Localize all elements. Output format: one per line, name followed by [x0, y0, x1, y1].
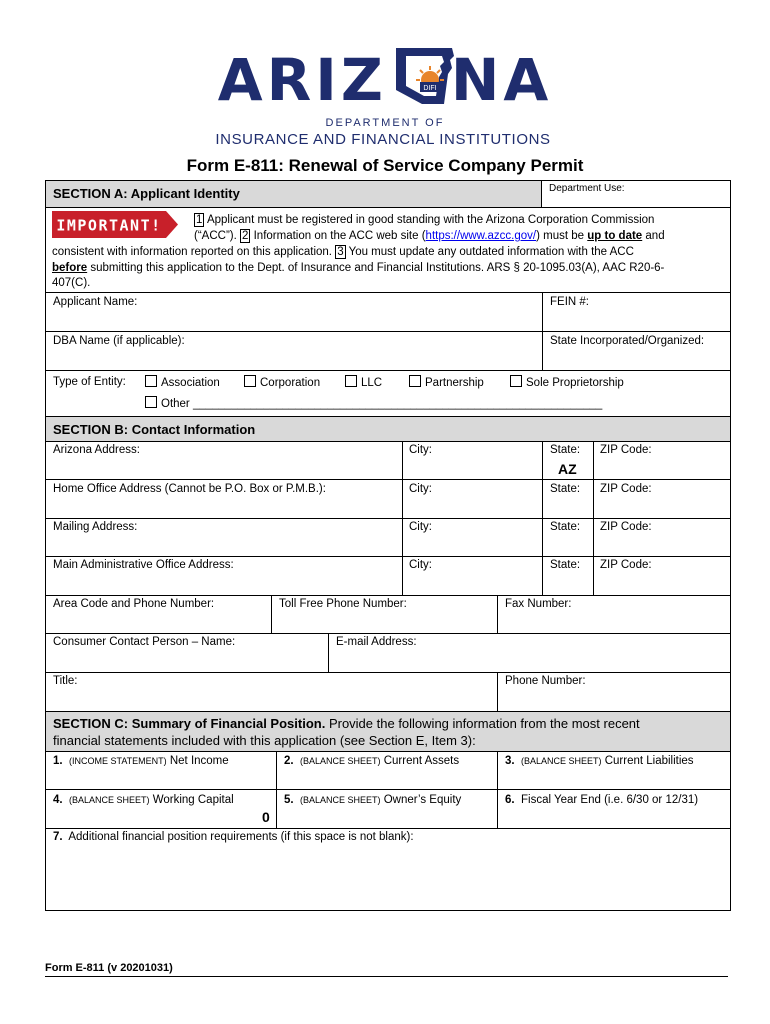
department-line-1: DEPARTMENT OF	[325, 117, 445, 129]
working-capital-value: 0	[262, 809, 270, 825]
entity-corporation-checkbox[interactable]: Corporation	[244, 375, 320, 389]
working-capital-field[interactable]: 4. (BALANCE SHEET) Working Capital	[53, 794, 234, 806]
main-admin-zip-field[interactable]: ZIP Code:	[600, 559, 652, 571]
important-line-1: 1 Applicant must be registered in good standing with the Arizona Corporation Commission	[196, 214, 655, 226]
footer-divider	[45, 976, 728, 977]
toll-free-number-field[interactable]: Toll Free Phone Number:	[279, 598, 407, 610]
net-income-field[interactable]: 1. (INCOME STATEMENT) Net Income	[53, 755, 229, 767]
state-incorporated-field[interactable]: State Incorporated/Organized:	[550, 335, 705, 347]
arizona-state-icon	[392, 44, 460, 108]
title-field[interactable]: Title:	[53, 675, 78, 687]
arizona-address-field[interactable]: Arizona Address:	[53, 444, 140, 456]
home-office-state-field[interactable]: State:	[550, 483, 581, 495]
home-office-address-field[interactable]: Home Office Address (Cannot be P.O. Box or P.M.B.):	[53, 483, 326, 495]
additional-requirements-field[interactable]: 7. Additional financial position requirements (if this space is not blank):	[53, 831, 414, 843]
phone-number-field[interactable]: Area Code and Phone Number:	[53, 598, 215, 610]
section-a-title: SECTION A: Applicant Identity	[53, 186, 240, 201]
home-office-city-field[interactable]: City:	[409, 483, 432, 495]
main-admin-state-field[interactable]: State:	[550, 559, 581, 571]
current-assets-field[interactable]: 2. (BALANCE SHEET) Current Assets	[284, 755, 460, 767]
logo-left: ARIZ	[217, 46, 387, 114]
fax-number-field[interactable]: Fax Number:	[505, 598, 572, 610]
email-address-field[interactable]: E-mail Address:	[336, 636, 417, 648]
mailing-state-field[interactable]: State:	[550, 521, 581, 533]
entity-association-checkbox[interactable]: Association	[145, 375, 220, 389]
main-admin-city-field[interactable]: City:	[409, 559, 432, 571]
logo-right: NA	[450, 46, 553, 114]
home-office-zip-field[interactable]: ZIP Code:	[600, 483, 652, 495]
arizona-state-label: State:	[550, 444, 581, 456]
main-admin-address-field[interactable]: Main Administrative Office Address:	[53, 559, 234, 571]
logo-badge: DIFI	[423, 85, 437, 92]
arizona-state-value: AZ	[558, 461, 577, 477]
mailing-city-field[interactable]: City:	[409, 521, 432, 533]
fein-field[interactable]: FEIN #:	[550, 296, 589, 308]
form-version: Form E-811 (v 20201031)	[45, 962, 173, 974]
logo-wordmark	[0, 46, 770, 114]
arizona-city-field[interactable]: City:	[409, 444, 432, 456]
section-c-title: SECTION C: Summary of Financial Position. Provide the following information from the most recent	[53, 716, 640, 731]
mailing-zip-field[interactable]: ZIP Code:	[600, 521, 652, 533]
consumer-contact-name-field[interactable]: Consumer Contact Person – Name:	[53, 636, 236, 648]
section-c-subtitle: financial statements included with this application (see Section E, Item 3):	[53, 733, 476, 748]
important-line-5: 407(C).	[52, 277, 91, 289]
dba-name-field[interactable]: DBA Name (if applicable):	[53, 335, 185, 347]
owners-equity-field[interactable]: 5. (BALANCE SHEET) Owner’s Equity	[284, 794, 462, 806]
important-banner	[52, 211, 178, 238]
fiscal-year-end-field[interactable]: 6. Fiscal Year End (i.e. 6/30 or 12/31)	[505, 794, 699, 806]
department-line-2: INSURANCE AND FINANCIAL INSTITUTIONS	[215, 131, 551, 148]
entity-partnership-checkbox[interactable]: Partnership	[409, 375, 484, 389]
entity-other-checkbox[interactable]: Other ________________________________________________________________	[145, 396, 602, 410]
mailing-address-field[interactable]: Mailing Address:	[53, 521, 138, 533]
important-line-3: consistent with information reported on this application. 3 You must update any outdated information with the ACC	[52, 246, 634, 258]
department-use-label: Department Use:	[549, 183, 625, 194]
important-line-2: (“ACC”). 2 Information on the ACC web site (https://www.azcc.gov/) must be up to date and	[194, 230, 665, 242]
current-liabilities-field[interactable]: 3. (BALANCE SHEET) Current Liabilities	[505, 755, 694, 767]
contact-phone-number-field[interactable]: Phone Number:	[505, 675, 586, 687]
entity-llc-checkbox[interactable]: LLC	[345, 375, 382, 389]
form-title: Form E-811: Renewal of Service Company Permit	[186, 156, 584, 175]
arizona-zip-field[interactable]: ZIP Code:	[600, 444, 652, 456]
important-label: IMPORTANT!	[56, 216, 162, 235]
acc-website-link[interactable]: https://www.azcc.gov/	[425, 230, 537, 242]
entity-type-label: Type of Entity:	[53, 376, 126, 388]
applicant-name-field[interactable]: Applicant Name:	[53, 296, 138, 308]
important-line-4: before submitting this application to the Dept. of Insurance and Financial Institutions. ARS § 20-1095.03(A), AAC R20-6-	[52, 262, 665, 274]
entity-sole-proprietorship-checkbox[interactable]: Sole Proprietorship	[510, 375, 624, 389]
section-b-title: SECTION B: Contact Information	[53, 422, 256, 437]
